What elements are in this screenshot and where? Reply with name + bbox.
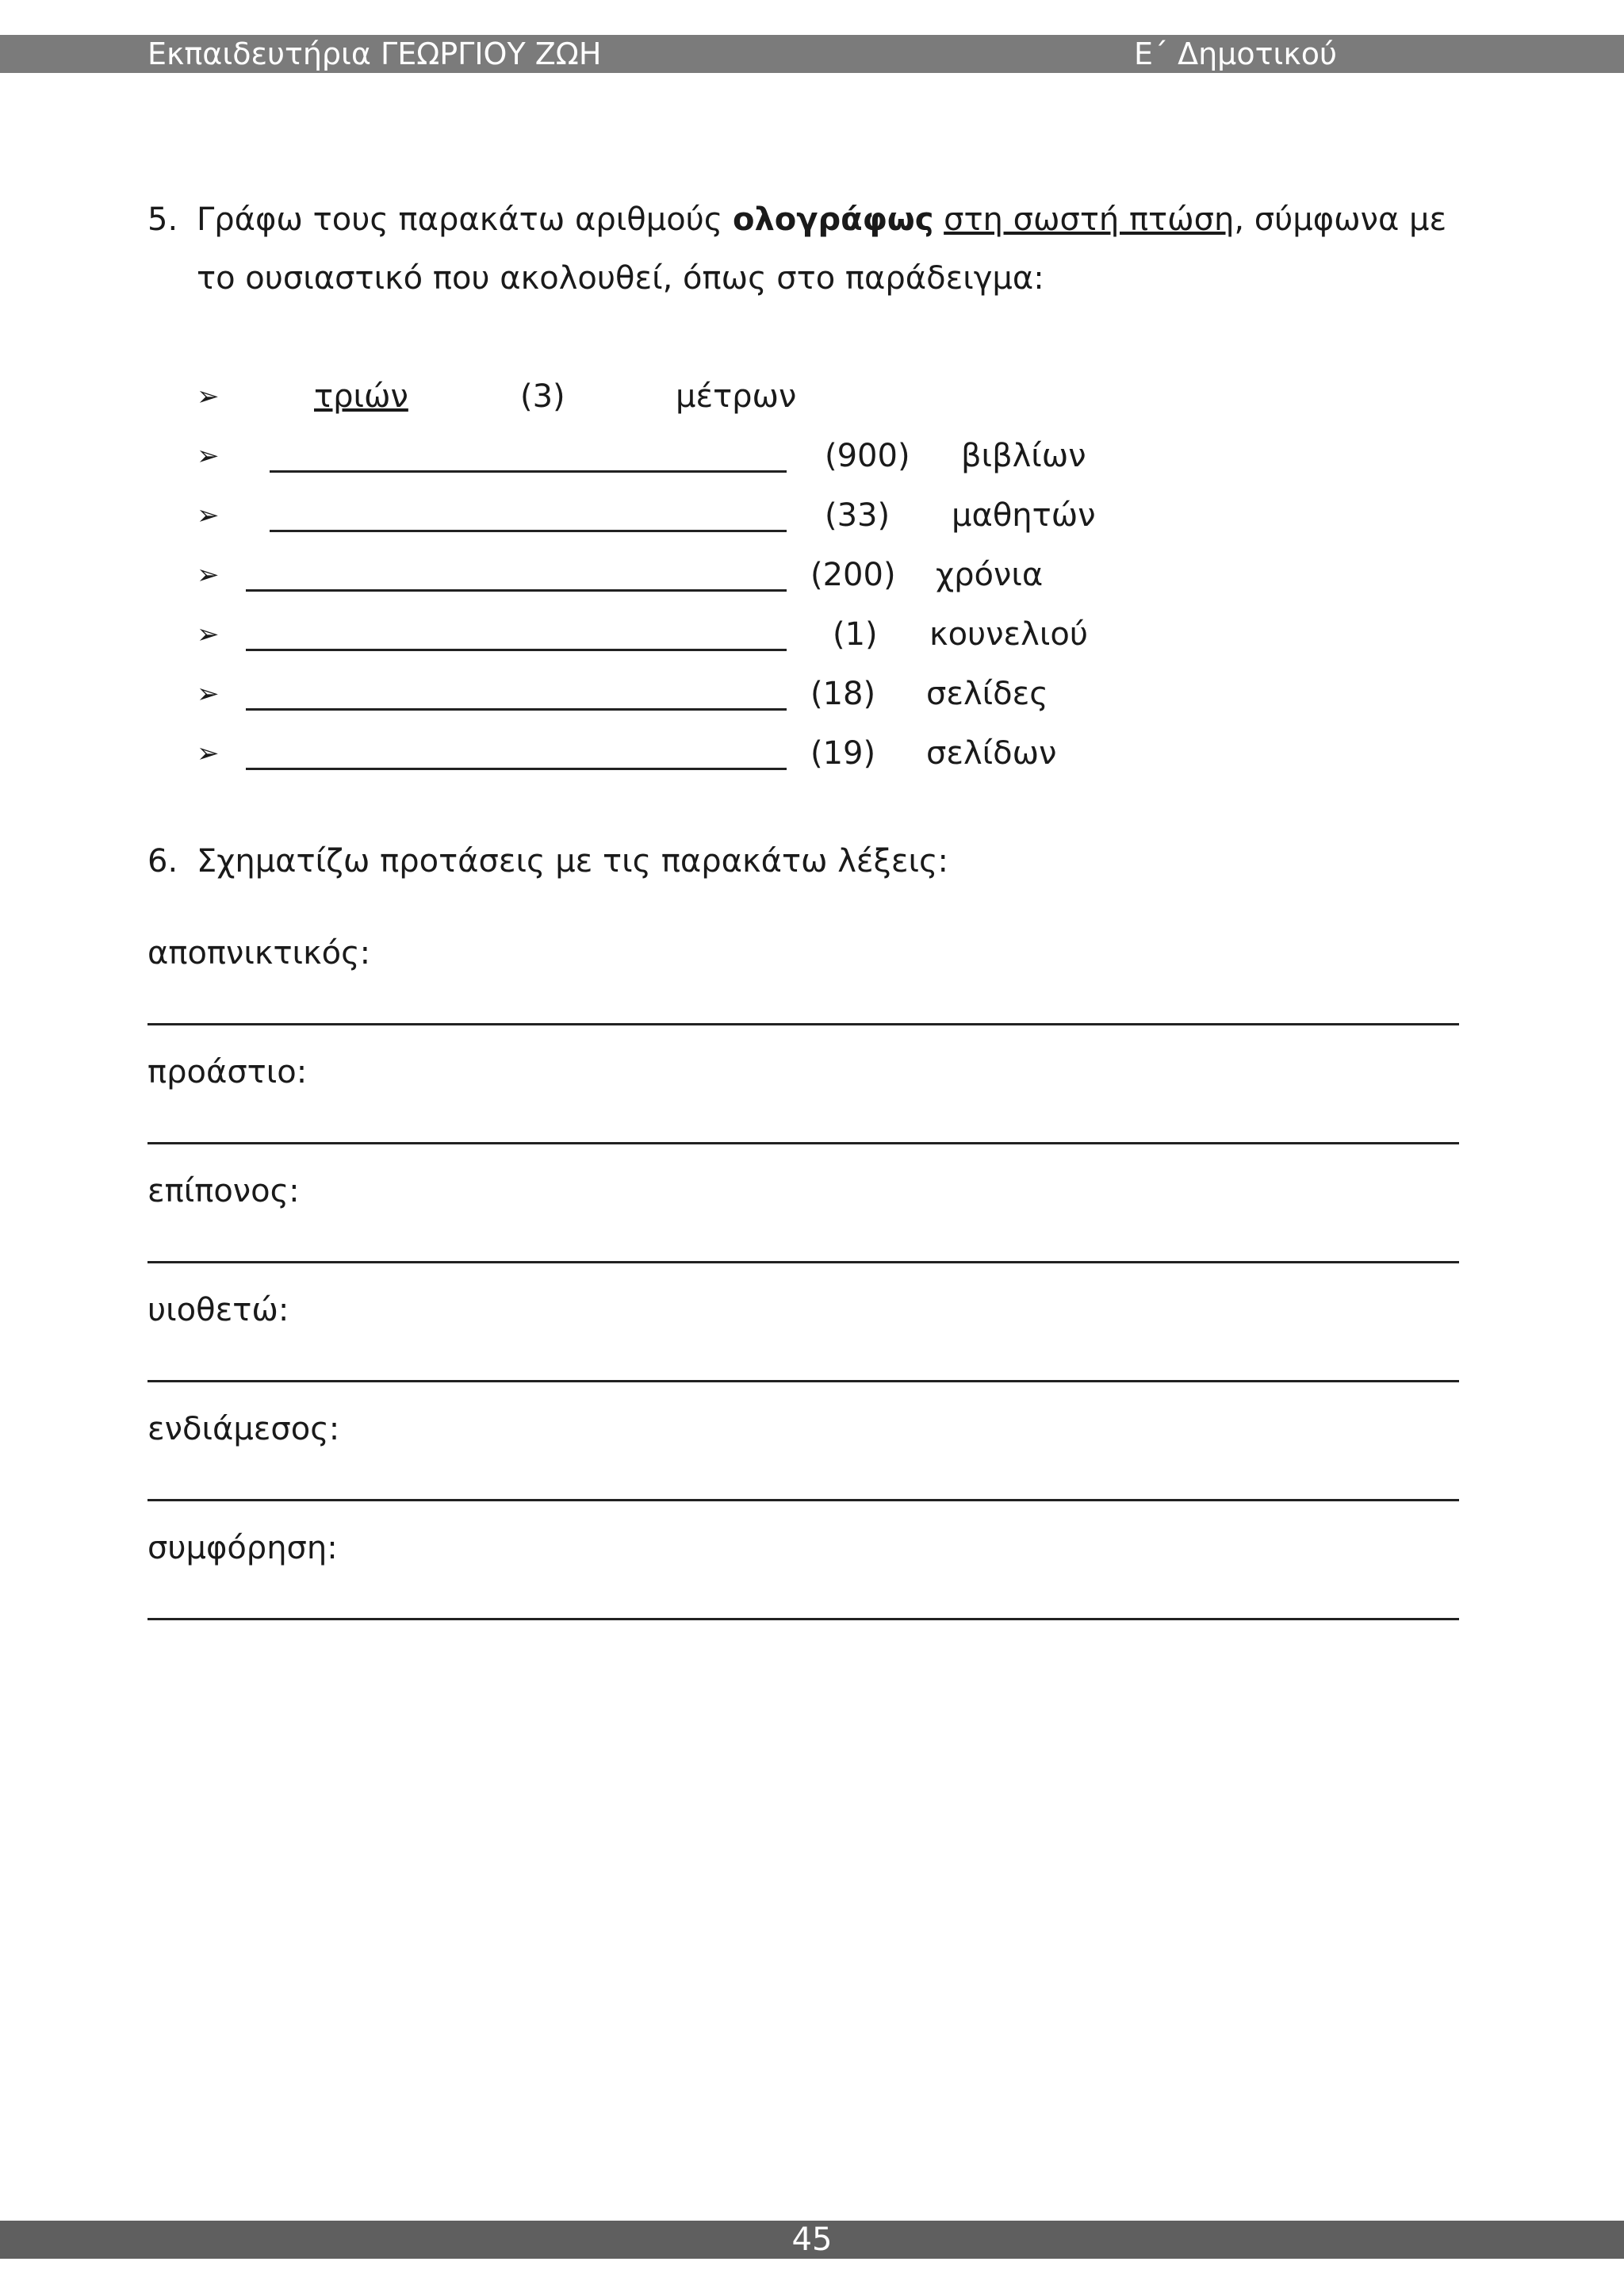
header-school-name: Εκπαιδευτήρια ΓΕΩΡΓΙΟΥ ΖΩΗ [147,36,602,71]
arrow-bullet-icon: ➢ [197,559,220,591]
exercise-6-prompt: Σχηματίζω προτάσεις με τις παρακάτω λέξεις: [197,843,948,880]
vocabulary-word: επίπονος: [147,1173,300,1209]
vocabulary-word: προάστιο: [147,1054,308,1091]
number-in-parentheses: (1) [833,616,878,653]
sentence-answer-line[interactable] [147,1499,1459,1501]
sentence-answer-line[interactable] [147,1142,1459,1144]
exercise-5-instruction [147,190,1496,308]
exercise-5-number: 5. [147,201,178,238]
arrow-bullet-icon: ➢ [197,381,220,412]
header-bar [0,35,1624,73]
sentence-answer-line[interactable] [147,1618,1459,1620]
vocabulary-word: υιοθετώ: [147,1292,289,1328]
number-in-parentheses: (200) [810,557,896,593]
noun: σελίδων [926,735,1057,772]
noun: μέτρων [676,378,797,415]
arrow-bullet-icon: ➢ [197,500,220,531]
noun: σελίδες [926,676,1048,712]
arrow-bullet-icon: ➢ [197,738,220,769]
noun: βιβλίων [961,438,1086,474]
exercise-5-text-bold: ολογράφως [733,201,934,238]
exercise-5-row [197,551,1228,599]
noun: χρόνια [936,557,1044,593]
header-grade: Ε΄ Δημοτικού [1134,36,1337,71]
exercise-5-row [197,730,1228,777]
noun: κουνελιού [929,616,1088,653]
answer-blank[interactable] [246,611,787,651]
exercise-5-row [197,373,1228,420]
arrow-bullet-icon: ➢ [197,440,220,472]
exercise-5-text-a: Γράφω τους παρακάτω αριθμούς [197,201,733,238]
vocabulary-word: ενδιάμεσος: [147,1411,340,1447]
exercise-6-number: 6. [147,843,178,880]
exercise-5-line-2: το ουσιαστικό που ακολουθεί, όπως στο παράδειγμα: [197,260,1044,297]
exercise-5-row [197,492,1228,539]
vocabulary-word: αποπνικτικός: [147,935,371,972]
answer-blank[interactable] [246,730,787,770]
number-in-parentheses: (900) [825,438,910,474]
answer-blank[interactable] [270,432,787,473]
exercise-5-text-b [933,201,944,238]
page-number: 45 [791,2221,833,2258]
footer-bar [0,2221,1624,2259]
exercise-6-instruction [147,838,948,885]
vocabulary-word: συμφόρηση: [147,1530,338,1566]
answer-blank[interactable] [270,492,787,532]
arrow-bullet-icon: ➢ [197,678,220,710]
number-in-parentheses: (3) [520,378,565,415]
number-in-parentheses: (33) [825,497,891,534]
exercise-5-text-c: , σύμφωνα με [1234,201,1447,238]
example-answer: τριών [314,378,408,415]
exercise-5-row [197,670,1228,718]
arrow-bullet-icon: ➢ [197,619,220,650]
exercise-5-text-underline: στη σωστή πτώση [944,201,1235,238]
exercise-5-row [197,432,1228,480]
sentence-answer-line[interactable] [147,1023,1459,1025]
exercise-5-row [197,611,1228,658]
sentence-answer-line[interactable] [147,1261,1459,1263]
number-in-parentheses: (19) [810,735,876,772]
number-in-parentheses: (18) [810,676,876,712]
sentence-answer-line[interactable] [147,1380,1459,1382]
noun: μαθητών [952,497,1096,534]
answer-blank[interactable] [246,551,787,592]
answer-blank[interactable] [246,670,787,711]
